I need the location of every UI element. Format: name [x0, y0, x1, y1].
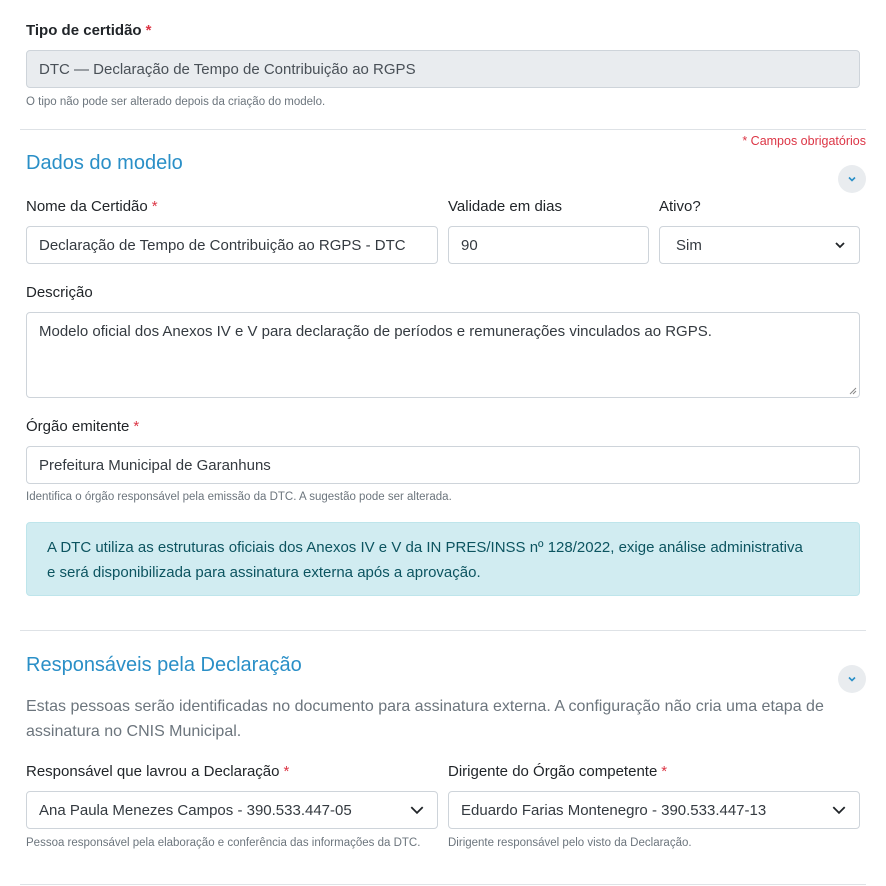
lavrou-label [26, 763, 289, 780]
validade-label: Validade em dias [448, 198, 562, 215]
ativo-label: Ativo? [659, 198, 701, 215]
alert-line-2: e será disponibilizada para assinatura externa após a aprovação. [47, 564, 481, 581]
divider [20, 884, 866, 885]
descricao-textarea[interactable] [26, 312, 860, 398]
required-asterisk: * [283, 763, 290, 780]
validade-input[interactable] [448, 226, 649, 264]
descricao-value: Modelo oficial dos Anexos IV e V para declaração de períodos e remunerações vinculados ao RGPS. [39, 323, 712, 340]
nome-input[interactable] [26, 226, 438, 264]
validade-value: 90 [461, 236, 478, 254]
dados-modelo-toggle[interactable] [838, 165, 866, 193]
chevron-down-icon [409, 802, 425, 818]
lavrou-label-text: Responsável que lavrou a Declaração [26, 763, 280, 780]
chevron-down-icon [833, 238, 847, 252]
orgao-label-text: Órgão emitente [26, 418, 130, 435]
dirigente-label [448, 763, 667, 780]
lavrou-value: Ana Paula Menezes Campos - 390.533.447-05 [39, 801, 352, 819]
divider [20, 129, 866, 130]
orgao-value: Prefeitura Municipal de Garanhuns [39, 456, 271, 474]
orgao-help: Identifica o órgão responsável pela emissão da DTC. A sugestão pode ser alterada. [26, 491, 452, 503]
responsaveis-toggle[interactable] [838, 665, 866, 693]
required-asterisk: * [145, 22, 152, 39]
alert-line-1: A DTC utiliza as estruturas oficiais dos Anexos IV e V da IN PRES/INSS nº 128/2022, exige análise administrativa [47, 539, 803, 556]
responsaveis-description [26, 694, 866, 744]
dirigente-value: Eduardo Farias Montenegro - 390.533.447-13 [461, 801, 767, 819]
lavrou-help: Pessoa responsável pela elaboração e conferência das informações da DTC. [26, 837, 421, 849]
chevron-down-icon [831, 802, 847, 818]
info-alert [26, 522, 860, 596]
nome-label-text: Nome da Certidão [26, 198, 148, 215]
nome-label [26, 198, 158, 215]
chevron-down-icon [845, 172, 859, 186]
required-asterisk: * [151, 198, 158, 215]
section-title-dados-modelo: Dados do modelo [26, 152, 183, 174]
resize-handle-icon[interactable] [847, 385, 857, 395]
ativo-value: Sim [676, 236, 702, 254]
responsaveis-description-line-1: Estas pessoas serão identificadas no documento para assinatura externa. A configuração não cria uma etapa de [26, 698, 824, 715]
orgao-label [26, 418, 139, 435]
descricao-label: Descrição [26, 284, 93, 301]
tipo-field [26, 50, 860, 88]
tipo-value: DTC — Declaração de Tempo de Contribuição ao RGPS [39, 60, 416, 78]
responsaveis-description-line-2: assinatura no CNIS Municipal. [26, 723, 242, 740]
required-asterisk: * [661, 763, 668, 780]
orgao-input[interactable] [26, 446, 860, 484]
chevron-down-icon [845, 672, 859, 686]
divider [20, 630, 866, 631]
section-title-responsaveis: Responsáveis pela Declaração [26, 654, 302, 676]
nome-value: Declaração de Tempo de Contribuição ao RGPS - DTC [39, 236, 406, 254]
required-note: * Campos obrigatórios [742, 134, 866, 148]
lavrou-select[interactable] [26, 791, 438, 829]
ativo-select[interactable] [659, 226, 860, 264]
dirigente-select[interactable] [448, 791, 860, 829]
dirigente-label-text: Dirigente do Órgão competente [448, 763, 658, 780]
required-asterisk: * [133, 418, 140, 435]
tipo-label-text: Tipo de certidão [26, 22, 142, 39]
tipo-help: O tipo não pode ser alterado depois da criação do modelo. [26, 96, 326, 108]
dirigente-help: Dirigente responsável pelo visto da Declaração. [448, 837, 692, 849]
tipo-label [26, 22, 151, 39]
